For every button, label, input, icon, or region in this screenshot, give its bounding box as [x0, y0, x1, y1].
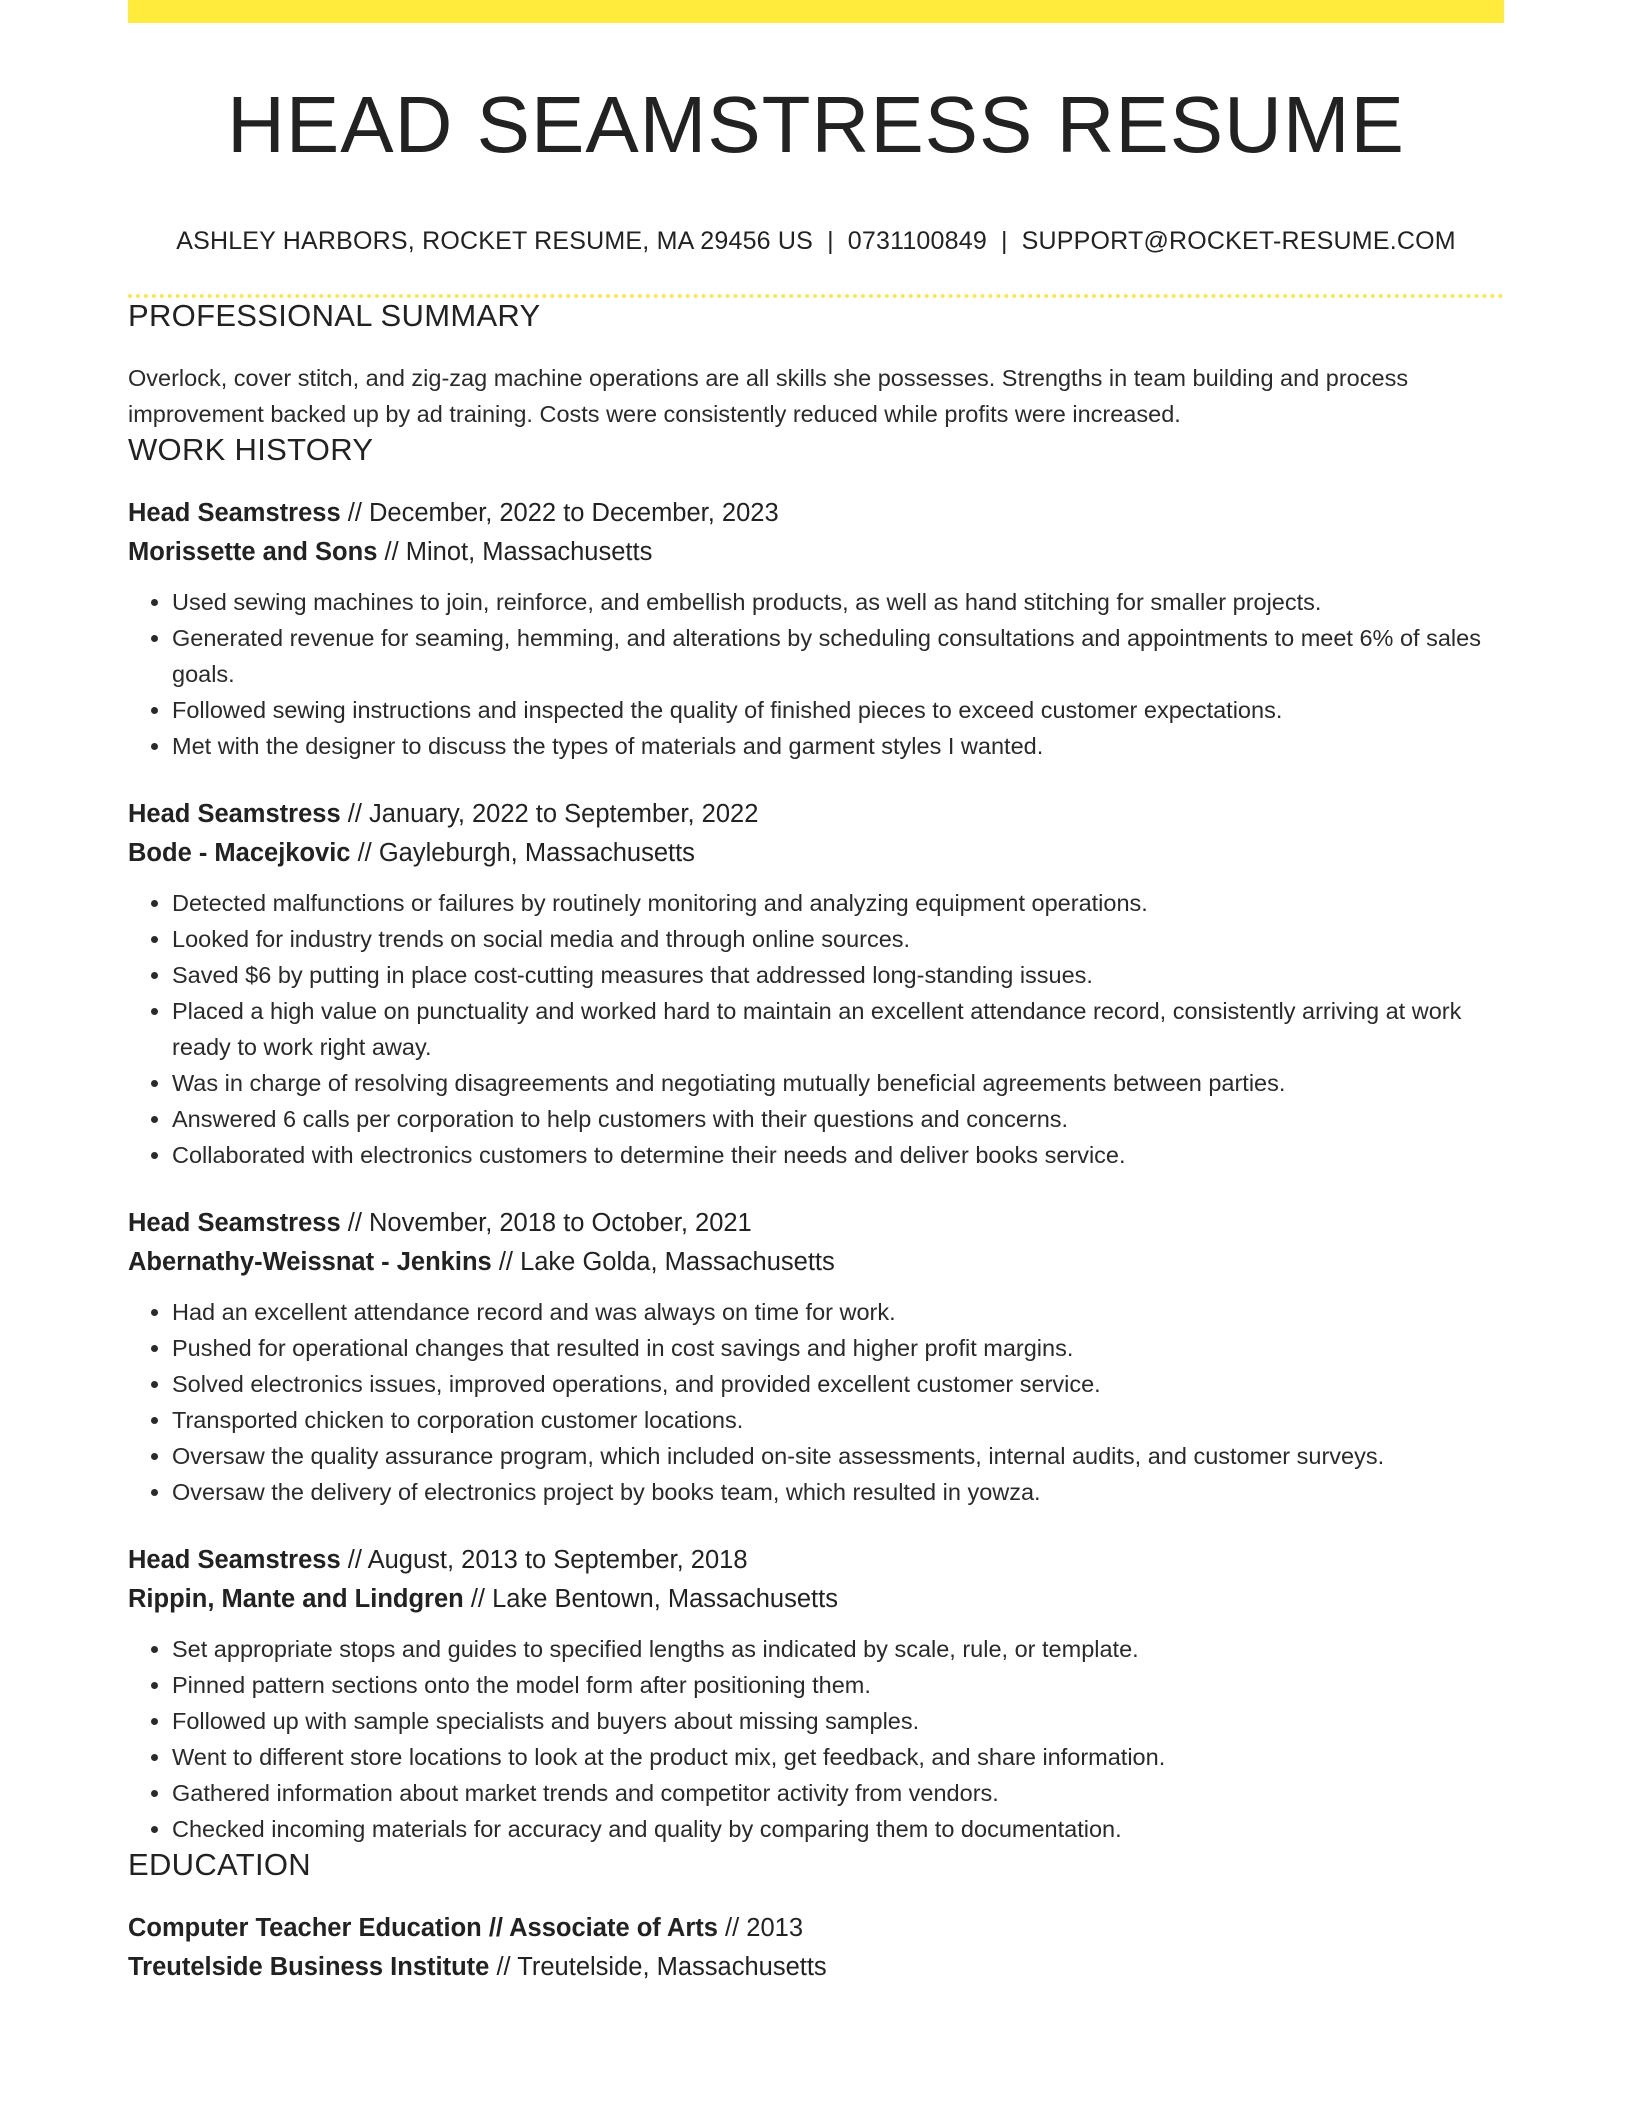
job-bullet: • Transported chicken to corporation customer locations.	[172, 1402, 1504, 1438]
job-bullets	[128, 885, 1504, 1173]
job-bullet: • Answered 6 calls per corporation to help customers with their questions and concerns.	[172, 1101, 1504, 1137]
education-program: Computer Teacher Education // Associate of Arts	[128, 1914, 718, 1942]
job-bullet: • Was in charge of resolving disagreements and negotiating mutually beneficial agreements between parties.	[172, 1065, 1504, 1101]
job-company: Bode - Macejkovic	[128, 839, 351, 867]
job-company: Morissette and Sons	[128, 538, 378, 566]
job-dates: // December, 2022 to December, 2023	[347, 499, 779, 527]
job-location: // Lake Bentown, Massachusetts	[470, 1585, 838, 1613]
job-bullet: • Placed a high value on punctuality and worked hard to maintain an excellent attendance record, consistently arriving at work ready to work right away.	[172, 993, 1504, 1065]
job-bullet: • Collaborated with electronics customers to determine their needs and deliver books service.	[172, 1137, 1504, 1173]
job-entry	[128, 1541, 1504, 1847]
job-company-line	[128, 1243, 1504, 1282]
education-heading: EDUCATION	[128, 1847, 311, 1882]
education-entry	[128, 1909, 1504, 1987]
job-entry	[128, 1204, 1504, 1510]
job-title-line	[128, 795, 1504, 834]
job-bullet: • Oversaw the quality assurance program, which included on-site assessments, internal audits, and customer surveys.	[172, 1438, 1504, 1474]
job-dates: // January, 2022 to September, 2022	[347, 800, 759, 828]
job-bullet: • Pinned pattern sections onto the model form after positioning them.	[172, 1667, 1504, 1703]
job-company: Abernathy-Weissnat - Jenkins	[128, 1248, 492, 1276]
job-title-line	[128, 1541, 1504, 1580]
education-program-line	[128, 1909, 1504, 1948]
job-company-line	[128, 834, 1504, 873]
job-title: Head Seamstress	[128, 1546, 341, 1574]
job-company-line	[128, 1580, 1504, 1619]
education-year: // 2013	[725, 1914, 804, 1942]
contact-line	[128, 227, 1504, 256]
contact-separator: |	[1000, 227, 1008, 255]
job-bullet: • Used sewing machines to join, reinforce, and embellish products, as well as hand stitching for smaller projects.	[172, 584, 1504, 620]
accent-top-bar	[128, 0, 1504, 23]
education-school-line	[128, 1948, 1504, 1987]
job-company: Rippin, Mante and Lindgren	[128, 1585, 464, 1613]
job-bullet: • Went to different store locations to look at the product mix, get feedback, and share information.	[172, 1739, 1504, 1775]
job-bullet: • Met with the designer to discuss the types of materials and garment styles I wanted.	[172, 728, 1504, 764]
job-bullet: • Oversaw the delivery of electronics project by books team, which resulted in yowza.	[172, 1474, 1504, 1510]
job-bullet: • Looked for industry trends on social media and through online sources.	[172, 921, 1504, 957]
job-location: // Lake Golda, Massachusetts	[498, 1248, 835, 1276]
job-location: // Minot, Massachusetts	[384, 538, 653, 566]
job-title: Head Seamstress	[128, 800, 341, 828]
job-bullet: • Solved electronics issues, improved operations, and provided excellent customer service.	[172, 1366, 1504, 1402]
job-bullet: • Detected malfunctions or failures by routinely monitoring and analyzing equipment operations.	[172, 885, 1504, 921]
job-title: Head Seamstress	[128, 499, 341, 527]
job-entry	[128, 795, 1504, 1173]
job-bullets	[128, 1294, 1504, 1510]
job-dates: // August, 2013 to September, 2018	[347, 1546, 748, 1574]
resume-page	[128, 0, 1504, 1987]
job-title-line	[128, 494, 1504, 533]
contact-phone: 0731100849	[847, 227, 987, 255]
job-bullet: • Followed sewing instructions and inspected the quality of finished pieces to exceed customer expectations.	[172, 692, 1504, 728]
job-bullets	[128, 1631, 1504, 1847]
job-bullet: • Pushed for operational changes that resulted in cost savings and higher profit margins.	[172, 1330, 1504, 1366]
education-location: // Treutelside, Massachusetts	[496, 1953, 827, 1981]
job-bullet: • Generated revenue for seaming, hemming, and alterations by scheduling consultations and appointments to meet 6% of sales goals.	[172, 620, 1504, 692]
job-bullet: • Had an excellent attendance record and was always on time for work.	[172, 1294, 1504, 1330]
job-entry	[128, 494, 1504, 764]
summary-text: Overlock, cover stitch, and zig-zag machine operations are all skills she possesses. Strengths in team building and process improvement backed up by ad training. Costs were consistently reduced while profits were increased.	[128, 365, 1409, 427]
job-bullet: • Saved $6 by putting in place cost-cutting measures that addressed long-standing issues.	[172, 957, 1504, 993]
resume-title: HEAD SEAMSTRESS RESUME	[227, 80, 1405, 169]
contact-separator: |	[827, 227, 834, 255]
summary-heading: PROFESSIONAL SUMMARY	[128, 298, 541, 333]
job-dates: // November, 2018 to October, 2021	[347, 1209, 752, 1237]
contact-address: ASHLEY HARBORS, ROCKET RESUME, MA 29456 US	[176, 227, 814, 255]
job-bullet: • Set appropriate stops and guides to specified lengths as indicated by scale, rule, or template.	[172, 1631, 1504, 1667]
job-bullets	[128, 584, 1504, 764]
job-location: // Gayleburgh, Massachusetts	[357, 839, 695, 867]
contact-email: SUPPORT@ROCKET-RESUME.COM	[1021, 227, 1456, 255]
education-school: Treutelside Business Institute	[128, 1953, 490, 1981]
job-bullet: • Checked incoming materials for accuracy and quality by comparing them to documentation.	[172, 1811, 1504, 1847]
job-bullet: • Gathered information about market trends and competitor activity from vendors.	[172, 1775, 1504, 1811]
job-company-line	[128, 533, 1504, 572]
work-history-heading: WORK HISTORY	[128, 432, 374, 467]
job-title-line	[128, 1204, 1504, 1243]
job-bullet: • Followed up with sample specialists and buyers about missing samples.	[172, 1703, 1504, 1739]
job-title: Head Seamstress	[128, 1209, 341, 1237]
